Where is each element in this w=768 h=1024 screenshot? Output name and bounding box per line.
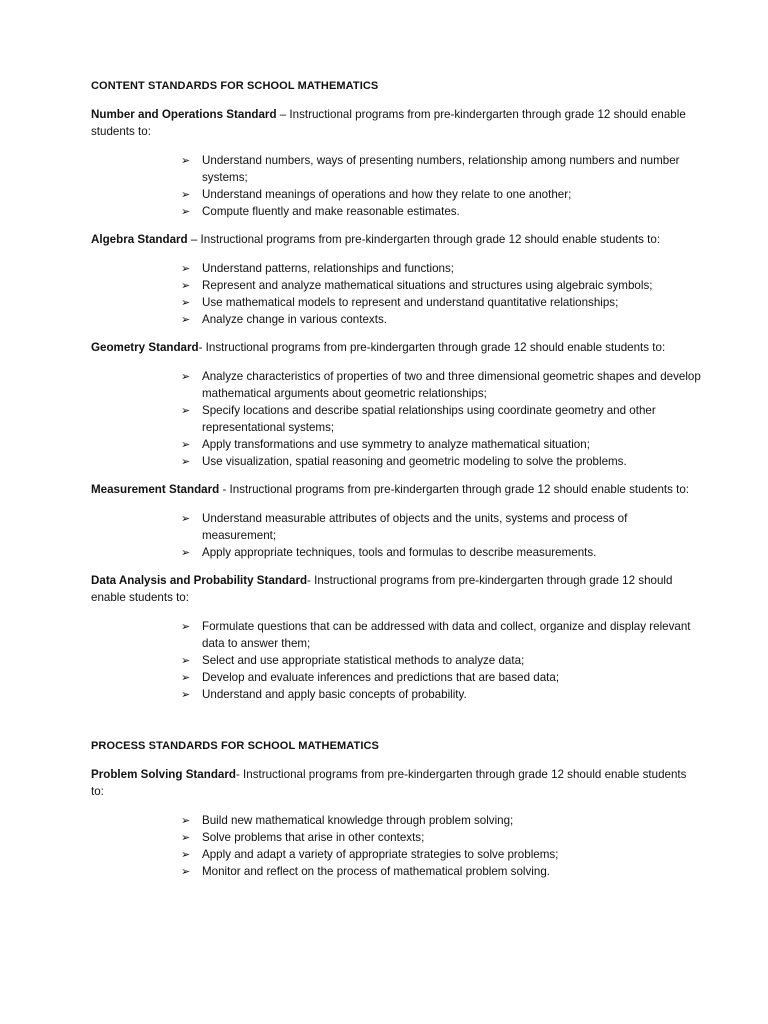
arrowhead-bullet-icon: ➢ xyxy=(181,654,191,667)
standard-description: – Instructional programs from pre-kindergarten through grade 12 should enable students to: xyxy=(187,233,661,246)
standard-description: - Instructional programs from pre-kindergarten through grade 12 should enable students to: xyxy=(219,483,690,496)
list-item xyxy=(181,618,701,652)
standard-section xyxy=(91,481,691,561)
arrowhead-bullet-icon: ➢ xyxy=(181,262,191,275)
standard-intro xyxy=(91,481,691,498)
arrowhead-bullet-icon: ➢ xyxy=(181,546,191,559)
arrowhead-bullet-icon: ➢ xyxy=(181,438,191,451)
arrowhead-bullet-icon: ➢ xyxy=(181,848,191,861)
standard-bullet-list xyxy=(91,368,701,470)
standard-description: - Instructional programs from pre-kindergarten through grade 12 should enable students to: xyxy=(198,341,666,354)
standard-section xyxy=(91,106,691,220)
arrowhead-bullet-icon: ➢ xyxy=(181,831,191,844)
standard-bullet-list xyxy=(91,812,701,880)
list-item-text: Formulate questions that can be addressed with data and collect, organize and display relevant data to answer them; xyxy=(202,620,691,650)
list-item-text: Use visualization, spatial reasoning and geometric modeling to solve the problems. xyxy=(202,455,627,468)
list-item-text: Build new mathematical knowledge through problem solving; xyxy=(202,814,514,827)
list-item xyxy=(181,277,701,294)
standard-intro xyxy=(91,231,691,248)
list-item-text: Understand and apply basic concepts of probability. xyxy=(202,688,467,701)
standard-bullet-list xyxy=(91,152,701,220)
list-item xyxy=(181,510,701,544)
list-item xyxy=(181,260,701,277)
list-item-text: Represent and analyze mathematical situations and structures using algebraic symbols; xyxy=(202,279,653,292)
standard-title: Algebra Standard xyxy=(91,233,188,246)
process-standards-list xyxy=(91,766,691,880)
list-item-text: Solve problems that arise in other contexts; xyxy=(202,831,425,844)
list-item-text: Apply and adapt a variety of appropriate strategies to solve problems; xyxy=(202,848,559,861)
list-item xyxy=(181,544,701,561)
standard-intro xyxy=(91,339,691,356)
section-spacer xyxy=(91,714,691,738)
list-item-text: Compute fluently and make reasonable estimates. xyxy=(202,205,460,218)
arrowhead-bullet-icon: ➢ xyxy=(181,154,191,167)
standard-bullet-list xyxy=(91,618,701,703)
list-item xyxy=(181,152,701,186)
standard-section xyxy=(91,339,701,470)
arrowhead-bullet-icon: ➢ xyxy=(181,404,191,417)
list-item xyxy=(181,829,701,846)
list-item xyxy=(181,311,701,328)
arrowhead-bullet-icon: ➢ xyxy=(181,279,191,292)
list-item xyxy=(181,846,701,863)
arrowhead-bullet-icon: ➢ xyxy=(181,313,191,326)
arrowhead-bullet-icon: ➢ xyxy=(181,865,191,878)
list-item-text: Develop and evaluate inferences and predictions that are based data; xyxy=(202,671,560,684)
standard-intro xyxy=(91,106,691,140)
list-item-text: Understand meanings of operations and how they relate to one another; xyxy=(202,188,572,201)
arrowhead-bullet-icon: ➢ xyxy=(181,370,191,383)
list-item-text: Apply transformations and use symmetry to analyze mathematical situation; xyxy=(202,438,590,451)
standard-bullet-list xyxy=(91,510,701,561)
standard-description: - Instructional programs from pre-kindergarten through grade 12 should enable students to: xyxy=(91,768,687,798)
process-standards-heading: PROCESS STANDARDS FOR SCHOOL MATHEMATICS xyxy=(91,740,379,752)
standard-description: – Instructional programs from pre-kindergarten through grade 12 should enable students to: xyxy=(91,108,686,138)
standard-bullet-list xyxy=(91,260,701,328)
list-item-text: Analyze change in various contexts. xyxy=(202,313,387,326)
standard-title: Problem Solving Standard xyxy=(91,768,236,781)
list-item-text: Monitor and reflect on the process of mathematical problem solving. xyxy=(202,865,550,878)
list-item-text: Understand measurable attributes of objects and the units, systems and process of measurement; xyxy=(202,512,628,542)
arrowhead-bullet-icon: ➢ xyxy=(181,688,191,701)
arrowhead-bullet-icon: ➢ xyxy=(181,671,191,684)
standard-section xyxy=(91,572,691,703)
list-item xyxy=(181,453,701,470)
list-item xyxy=(181,812,701,829)
list-item xyxy=(181,652,701,669)
list-item xyxy=(181,203,701,220)
standard-description: - Instructional programs from pre-kindergarten through grade 12 should enable students to: xyxy=(91,574,673,604)
list-item-text: Analyze characteristics of properties of two and three dimensional geometric shapes and develop mathematical arguments about geometric relationships; xyxy=(202,370,701,400)
list-item xyxy=(181,402,701,436)
list-item xyxy=(181,368,701,402)
arrowhead-bullet-icon: ➢ xyxy=(181,512,191,525)
list-item-text: Specify locations and describe spatial relationships using coordinate geometry and other representational systems; xyxy=(202,404,656,434)
list-item-text: Understand patterns, relationships and functions; xyxy=(202,262,454,275)
list-item xyxy=(181,669,701,686)
list-item xyxy=(181,186,701,203)
standard-intro xyxy=(91,572,691,606)
content-standards-heading: CONTENT STANDARDS FOR SCHOOL MATHEMATICS xyxy=(91,80,379,92)
list-item-text: Understand numbers, ways of presenting numbers, relationship among numbers and number systems; xyxy=(202,154,680,184)
arrowhead-bullet-icon: ➢ xyxy=(181,205,191,218)
arrowhead-bullet-icon: ➢ xyxy=(181,814,191,827)
standard-section xyxy=(91,766,691,880)
arrowhead-bullet-icon: ➢ xyxy=(181,455,191,468)
list-item-text: Apply appropriate techniques, tools and formulas to describe measurements. xyxy=(202,546,597,559)
standard-title: Number and Operations Standard xyxy=(91,108,277,121)
list-item-text: Select and use appropriate statistical methods to analyze data; xyxy=(202,654,525,667)
standard-intro xyxy=(91,766,691,800)
standard-title: Data Analysis and Probability Standard xyxy=(91,574,308,587)
list-item xyxy=(181,294,701,311)
arrowhead-bullet-icon: ➢ xyxy=(181,620,191,633)
content-standards-list xyxy=(91,106,701,703)
list-item-text: Use mathematical models to represent and understand quantitative relationships; xyxy=(202,296,619,309)
standard-title: Measurement Standard xyxy=(91,483,220,496)
arrowhead-bullet-icon: ➢ xyxy=(181,188,191,201)
arrowhead-bullet-icon: ➢ xyxy=(181,296,191,309)
standard-section xyxy=(91,231,691,328)
list-item xyxy=(181,863,701,880)
list-item xyxy=(181,686,701,703)
document-content xyxy=(91,78,701,891)
standard-title: Geometry Standard xyxy=(91,341,199,354)
list-item xyxy=(181,436,701,453)
